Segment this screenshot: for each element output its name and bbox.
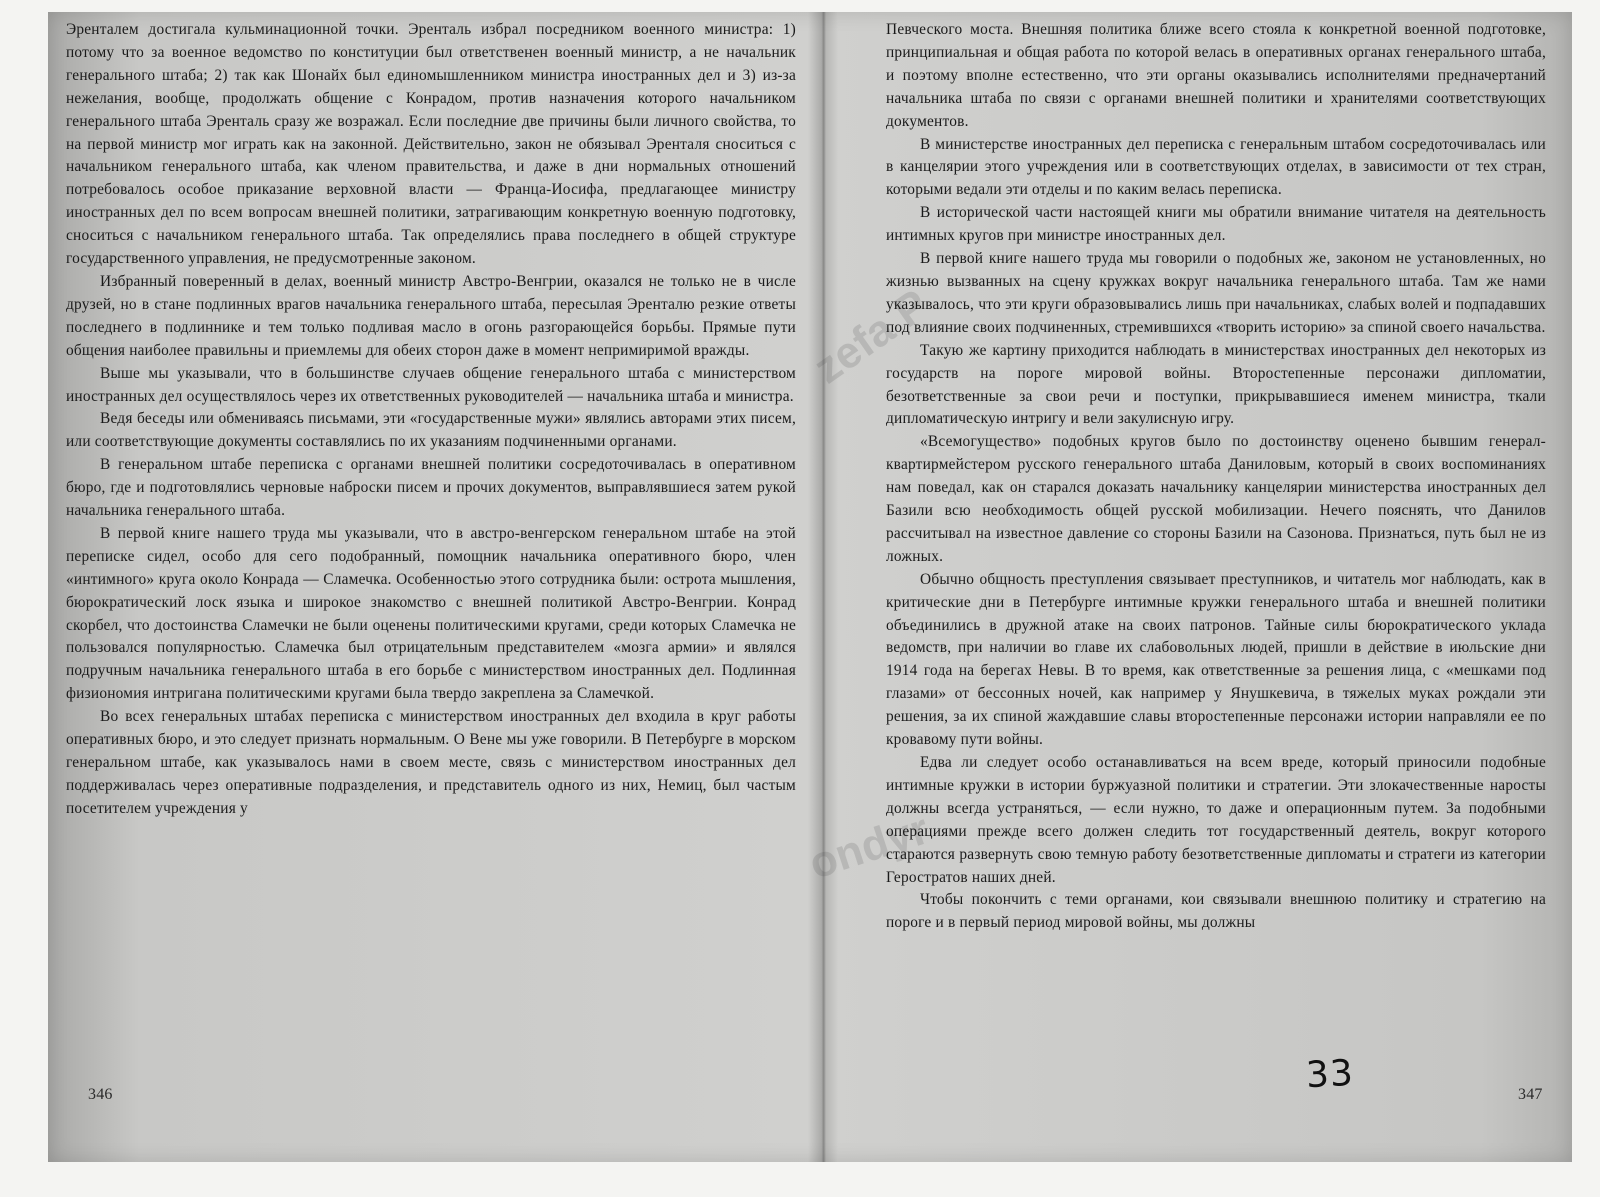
right-paragraph-5: Такую же картину приходится наблюдать в министерствах иностранных дел некоторых из государств на пороге мировой войны. Второстепенные персонажи дипломатии, безответственные за свои речи и поступки, прикрывавшиеся именем министра, ткали дипломатическую интригу и вели закулисную игру. bbox=[886, 341, 1546, 428]
right-paragraph-4: В первой книге нашего труда мы говорили о подобных же, законом не установленных, но жизнью вызванных на сцену кружках вокруг начальника генерального штаба. Там же нами указывалось, что эти круги образовывались лишь при начальниках, слабых волей и подпадавших под влияние своих подчиненных, стремившихся «творить историю» за спиной своего начальства. bbox=[886, 250, 1546, 336]
stamp-text-top: zefa P bbox=[805, 280, 938, 394]
right-paragraph-6: «Всемогущество» подобных кругов было по достоинству оценено бывшим генерал-квартирмейстером русского генерального штаба Даниловым, который в своих воспоминаниях нам поведал, как он старался доказать начальнику канцелярии министерства иностранных дел Базили всю необходимость общей русской мобилизации. Нечего пояснять, что Данилов рассчитывал на известное давление со стороны Базили на Сазонова. Признаться, путь был не из ложных. bbox=[886, 433, 1546, 565]
right-paragraph-3: В исторической части настоящей книги мы обратили внимание читателя на деятельность интимных кругов при министре иностранных дел. bbox=[886, 204, 1546, 245]
left-paragraph-3: Выше мы указывали, что в большинстве случаев общение генерального штаба с министерством иностранных дел осуществлялось через их ответственных руководителей — начальника штаба и министра. bbox=[66, 364, 796, 405]
right-paragraph-7: Обычно общность преступления связывает преступников, и читатель мог наблюдать, как в критические дни в Петербурге интимные кружки генерального штаба и внешней политики объединились в дружной атаке на своих патронов. Тайные силы бюрократического уклада ведомств, при наличии во главе их слабовольных людей, пришли в действие в июльские дни 1914 года на берегах Невы. В то время, как ответственные за решения лица, с «мешками под глазами» от бессонных ночей, как например у Янушкевича, в тяжелых муках рождали эти решения, за их спиной жаждавшие славы второстепенные персонажи истории направляли ее по кровавому пути войны. bbox=[886, 570, 1546, 749]
left-paragraph-5: В генеральном штабе переписка с органами внешней политики сосредоточивалась в оперативном бюро, где и подготовлялись черновые наброски писем и прочих документов, выправлявшиеся затем рукой начальника генерального штаба. bbox=[66, 456, 796, 520]
right-paragraph-9: Чтобы покончить с теми органами, кои связывали внешнюю политику и стратегию на пороге и в первый период мировой войны, мы должны bbox=[886, 891, 1546, 932]
right-page-number: 347 bbox=[1518, 1086, 1543, 1103]
left-paragraph-6: В первой книге нашего труда мы указывали, что в австро-венгерском генеральном штабе на этой переписке сидел, особо для сего подобранный, помощник начальника оперативного бюро, член «интимного» круга около Конрада — Сламечка. Особенностью этого сотрудника были: острота мышления, бюрократический лоск языка и широкое знакомство с внешней политикой Австро-Венгрии. Конрад скорбел, что достоинства Сламечки не были оценены политическими кругами, среди которых Сламечка не пользовался популярностью. Сламечка был отрицательным представителем «мозга армии» и являлся подручным начальника генерального штаба в его борьбе с министерством иностранных дел. Подлинная физиономия интригана политическими кругами была твердо закреплена за Сламечкой. bbox=[66, 524, 796, 703]
book-spread-photo bbox=[48, 12, 1572, 1162]
handwritten-sheet-number: 33 bbox=[1304, 1052, 1355, 1097]
right-page bbox=[838, 12, 1572, 1162]
left-paragraph-4: Ведя беседы или обмениваясь письмами, эти «государственные мужи» являлись авторами этих писем, или соответствующие документы составлялись по их указаниям подчиненными органами. bbox=[66, 410, 796, 451]
left-paragraph-7: Во всех генеральных штабах переписка с министерством иностранных дел входила в круг работы оперативных бюро, и это следует признать нормальным. О Вене мы уже говорили. В Петербурге в морском генеральном штабе, как указывалось нами в своем месте, связь с министерством иностранных дел поддерживалась через оперативные подразделения, и представитель одного из них, Немиц, был частым посетителем учреждения у bbox=[66, 708, 796, 817]
book-gutter bbox=[808, 12, 838, 1162]
right-paragraph-8: Едва ли следует особо останавливаться на всем вреде, который приносили подобные интимные кружки в истории буржуазной политики и стратегии. Эти злокачественные наросты должны всегда устраняться, — если нужно, то даже и операционным путем. За подобными операциями прежде всего должен следить тот государственный деятель, вокруг которого стараются развернуть свою темную работу безответственные дипломаты и стратеги из категории Геростратов наших дней. bbox=[886, 754, 1546, 886]
right-paragraph-2: В министерстве иностранных дел переписка с генеральным штабом сосредоточивалась или в канцелярии этого учреждения или в соответствующих отделах, в зависимости от тех стран, которыми ведали эти отделы и по каким велась переписка. bbox=[886, 135, 1546, 199]
right-paragraph-1: Певческого моста. Внешняя политика ближе всего стояла к конкретной военной подготовке, принципиальная и общая работа по которой велась в оперативных органах генерального штаба, и поэтому вполне естественно, что эти органы оказывались исполнителями предначертаний начальника штаба по связи с органами внешней политики и хранителями соответствующих документов. bbox=[886, 21, 1546, 130]
left-page bbox=[48, 12, 822, 1162]
left-paragraph-2: Избранный поверенный в делах, военный министр Австро-Венгрии, оказался не только не в числе друзей, но в стане подлинных врагов начальника генерального штаба, пересылая Эренталю резкие ответы последнего в подлиннике и тем только подливая масло в огонь разгорающейся борьбы. Прямые пути общения наиболее правильны и приемлемы для обеих сторон даже в момент непримиримой вражды. bbox=[66, 272, 796, 359]
left-page-number: 346 bbox=[88, 1086, 113, 1103]
left-paragraph-1: Эренталем достигала кульминационной точки. Эренталь избрал посредником военного министра: 1) потому что за военное ведомство по конституции был ответственен военный министр, а не начальник генерального штаба; 2) так как Шонайх был единомышленником министра иностранных дел и 3) из-за нежелания, вообще, продолжать общение с Конрадом, против назначения которого начальником генерального штаба Эренталь сразу же возражал. Если последние две причины были личного свойства, то на первой министр мог играть как на законной. Действительно, закон не обязывал Эренталя сноситься с начальником генерального штаба, как членом правительства, и даже в дни нормальных отношений потребовалось особое приказание верховной власти — Франца-Иосифа, предлагающее министру иностранных дел по всем вопросам внешней политики, затрагивающим конкретную военную подготовку, сноситься с начальником генерального штаба. Так определялись права последнего в общей структуре государственного управления, не предусмотренные законом. bbox=[66, 21, 796, 268]
stamp-text-bottom: ondyr bbox=[803, 804, 935, 889]
